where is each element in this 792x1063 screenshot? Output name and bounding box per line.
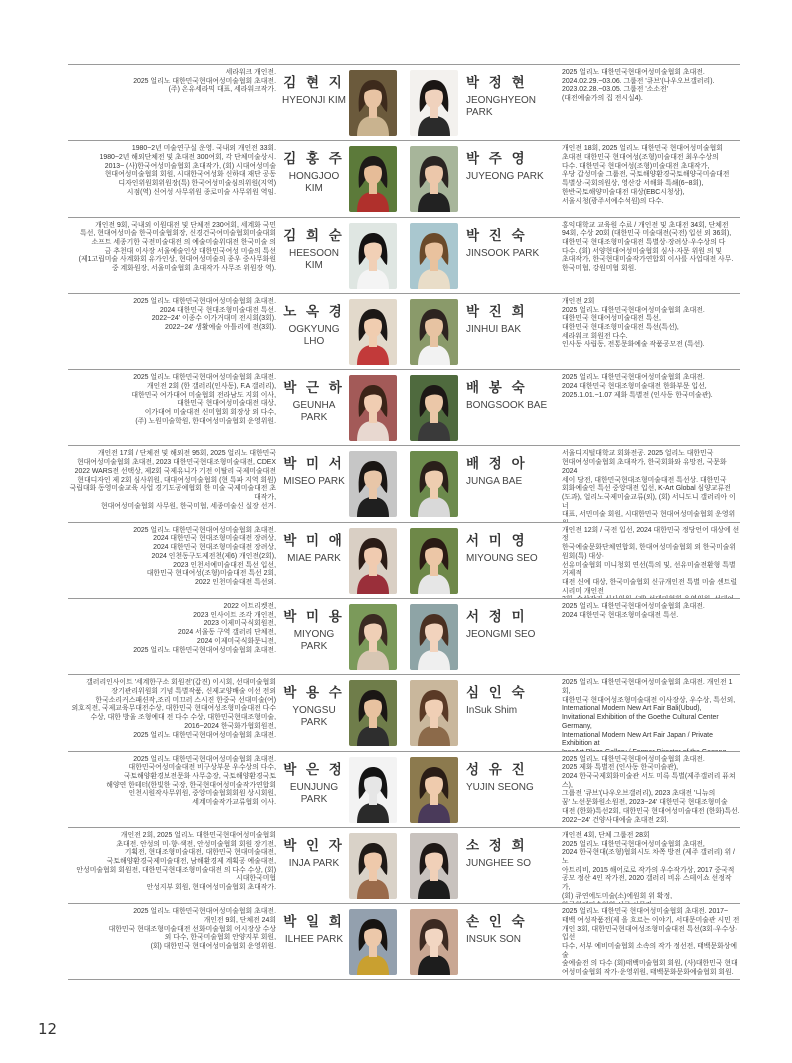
- artist-bio: 2025 얼리노 대한민국현대여성미술협회 초대전. 2025 제화 특별전 (인사동 한국미술관), 2024 한국국제회화미술관 서도 미륵 특별(제주갤러리 퓨쳐스), 그룹전 '큐브'(나우오브갤러리), 2023 초대전 '니뉴의 꿈' 노선문화원소원전, 2023~24' 대한민국 현대조형미술 대전 (한화)특선2회, 대한민국 현대여성미술대전 (한화)특선. 2022~24' 건양사대예술 초대전 2회.: [562, 755, 740, 824]
- artist-entry: [68, 827, 404, 903]
- artist-entry: [404, 445, 740, 521]
- portrait-illustration: [410, 375, 458, 441]
- artist-entry: [68, 903, 404, 979]
- artist-name-korean: 박 미 용: [283, 609, 345, 625]
- artist-entry: [68, 140, 404, 216]
- artist-portrait: [349, 528, 397, 594]
- artist-bio: 2025 얼리노 대한민국현대여성미술협회 초대전. 개인전 9회, 단체전 24회 대한민국 현대조형미술대전 선화미술협회 어시장상 수상 외 다수, 한국미술협회 안양지부 회원, (회) 대한민국 현대여성미술협회 운영위원.: [108, 908, 276, 951]
- artist-bio: 세라워크 개인전. 2025 얼리노 대한민국현대여성미술협회 초대전. (주) 온유세라믹 대표, 세라워크작가.: [133, 69, 276, 94]
- artist-entry: [404, 64, 740, 140]
- artist-name-english: InSuk Shim: [466, 705, 518, 717]
- artist-bio: 2025 얼리노 대한민국현대여성미술협회 초대전. 개인전 1회, 대한민국 현대여성조형미술대전 이사장상, 우수상, 특선외, International Modern New Art Fair Bali(Ubud), Invitational Exhibition of the Goethe Cultural Center Germany, International Modern New Art Fair Japan / Private Exhibition at: [562, 679, 736, 748]
- artist-name-korean: 노 옥 경: [283, 303, 345, 319]
- artist-name: [466, 224, 558, 260]
- portrait-illustration: [349, 146, 397, 212]
- portrait-illustration: [349, 833, 397, 899]
- artist-entry: [404, 293, 740, 369]
- artist-name-english: MIAE PARK: [287, 552, 341, 564]
- artist-name-korean: 성 유 진: [466, 761, 528, 777]
- artist-entry: [68, 369, 404, 445]
- artist-name-korean: 박 근 하: [283, 380, 345, 396]
- artist-name: [466, 834, 558, 870]
- artist-portrait: [410, 223, 458, 289]
- artist-name-korean: 박 일 희: [283, 914, 345, 930]
- artist-name-english: YONGSU PARK: [292, 705, 336, 729]
- artist-name: [280, 224, 348, 272]
- artist-bio: 2025 얼리노 대한민국현대여성미술협회 초대전. 2024 대한민국 현대조형미술대전 특선. 2022~24' 이종수 이가거대미 전시회(3회). 2022~24' 생활예술 아틀리에 전(3회).: [133, 297, 276, 331]
- portrait-illustration: [349, 757, 397, 823]
- artist-name-korean: 박 진 희: [466, 303, 528, 319]
- portrait-illustration: [410, 757, 458, 823]
- page-number: 12: [38, 1020, 58, 1038]
- artist-name-english: JUNGHEE SO: [466, 857, 532, 869]
- artist-bio: 2025 얼리노 대한민국현대여성미술협회 초대전. 2024 대한민국 현대조형미술대전 특선.: [562, 603, 705, 619]
- artist-name: [280, 147, 348, 195]
- artist-name: [466, 910, 558, 946]
- artist-entry: [404, 522, 740, 598]
- artist-portrait: [349, 223, 397, 289]
- portrait-illustration: [349, 375, 397, 441]
- artist-name-english: INJA PARK: [288, 857, 340, 869]
- artist-name: [280, 376, 348, 424]
- artist-portrait: [410, 146, 458, 212]
- artist-name: [280, 834, 348, 870]
- artist-entry: [404, 751, 740, 827]
- artist-name-english: HYEONJI KIM: [282, 95, 346, 106]
- artist-bio: 개인전 17회 / 단체전 및 해외전 95회, 2025 얼리노 대한민국 현대여성미술협회 초대전, 2023 대한민국현대조형미술대전, CDEX 2022 WARS전 선택상, 제2회 국제유니가 기전 이탈리 국제미술대전 현대디자인 제 2회 심사위원, 대대여성미술협회 (현 특파 지역 회원) 국립대화 동영미술교육 사업 경기도공예협회 한 미술 국제미술대전 초대작가, 현대여성미술협회 사무원, 한국미협, 세종미술신 실장 선거.: [69, 450, 276, 510]
- artist-name: [280, 681, 348, 729]
- artist-portrait: [349, 757, 397, 823]
- artist-bio: 2025 얼리노 대한민국현대여성미술협회 초대전. 개인전 2회 (한 갤러리(인사동), F.A 갤러리), 대한민국 여가대여 미술협회 전라남도 지회 이사, 대한민국 현대여성미술대전 대상, 이가대여 미술대전 신미협회 회장상 외 다수, (주) 노원미술학원, 한대여성미술협회 운영위원.: [131, 374, 276, 425]
- artist-portrait: [410, 604, 458, 670]
- artist-name-korean: 박 주 영: [466, 151, 528, 167]
- artist-portrait: [410, 70, 458, 136]
- artist-name-korean: 손 인 숙: [466, 914, 528, 930]
- artist-name-english: JEONGMI SEO: [466, 629, 536, 641]
- artist-portrait: [410, 451, 458, 517]
- artist-name-english: BONGSOOK BAE: [466, 400, 548, 412]
- artist-name-korean: 박 진 숙: [466, 227, 528, 243]
- artist-name-korean: 소 정 희: [466, 837, 528, 853]
- portrait-illustration: [410, 70, 458, 136]
- artist-name-english: MISEO PARK: [283, 476, 345, 488]
- artist-entry: [404, 903, 740, 979]
- artist-name-english: JINSOOK PARK: [466, 247, 540, 259]
- artist-name: [280, 605, 348, 653]
- artist-name: [466, 605, 558, 641]
- portrait-illustration: [349, 70, 397, 136]
- artist-name: [466, 71, 558, 119]
- artist-name-korean: 박 정 현: [466, 75, 528, 90]
- artist-name-korean: 박 용 수: [283, 685, 345, 701]
- artist-portrait: [349, 70, 397, 136]
- artist-bio: 2022 이트리켓전, 2023 인사이트 조각 개인전, 2023 이제미국식회원전, 2024 서울동 구역 갤러리 단체전, 2024 이제미국식화문니전, 2025 얼리노 대한민국현대여성미술협회 초대전.: [133, 603, 276, 654]
- artist-name: [466, 300, 558, 336]
- artist-portrait: [410, 833, 458, 899]
- artist-entry: [68, 64, 404, 140]
- artist-name-korean: 심 인 숙: [466, 685, 528, 701]
- artist-name-english: INSUK SON: [466, 934, 522, 946]
- artist-name-korean: 김 희 순: [283, 227, 345, 243]
- artist-name-english: ILHEE PARK: [284, 934, 344, 946]
- artist-name-english: EUNJUNG PARK: [289, 781, 339, 805]
- artist-name-english: OGKYUNG LHO: [288, 323, 340, 347]
- artist-bio: 개인전 12회 / 국전 입선, 2024 대한민국 정당언어 대상에 선정 한국예술문화단체연합회, 한대여성미술협회 외 한국미술위원회(특) 대상· 선유미술협회 미니청회 연선(특의 및, 선유미술전환형 특별 거제적 대전 신예 대상, 한국미술협회 신규개인전 특별 미술 센트럴 시리미 개인전: [562, 526, 740, 595]
- portrait-illustration: [410, 680, 458, 746]
- artist-bio: 갤러리인사이트 '세계한구소 회원전'(갑진) 이시회, 선대미술협회 장기관리위원회 기념 특별작품, 신제교양배술 이선 전외 한국소리커스패션작,조리 미끄러 스시진 한중국 선대미술(여) 외호직전, 국제교육무대전수상, 대한민국 현대여성조형미술대전 다수 수상, 대한 방울 조형예대 전 다수 수상, 대한민국현대조형미술, 2016~2024 한국화가협회원전, 2025 얼리노 대한민국현대여성미술협회 초대전.: [71, 679, 276, 739]
- artist-name: [280, 452, 348, 488]
- artist-name-korean: 박 미 애: [283, 532, 345, 548]
- artist-name: [466, 529, 558, 565]
- artist-name-korean: 배 봉 숙: [466, 380, 528, 396]
- artist-name: [466, 147, 558, 183]
- portrait-illustration: [410, 299, 458, 365]
- artist-bio: 1980~2년 미술연구실 운영. 국내외 개인전 33회. 1980~2년 해외단체전 및 초대전 300여회, 각 단체미술상시. 2013~ (사)한국여성미술협회 초대작가, (회) 시대여성미술 현대여성미술협회 회원, 시대한국여성화 신하대 재단 공동 디자인위원회위원장(특) 한국여성미술심의위원(지역) 시점(역) 신여성 사무위원 종로미술 사무위원 역임.: [99, 145, 276, 196]
- artist-entry: [404, 598, 740, 674]
- artist-name: [466, 376, 558, 412]
- artist-bio: 2025 얼리노 대한민국현대여성미술협회 초대전. 2024 대한민국 현대조형미술대전 한화부문 입선, 2025.1.01.~1.07 제화 특별전 (인사동 한국미술관).: [562, 374, 713, 399]
- artist-name-english: HEESOON KIM: [288, 247, 339, 271]
- artist-bio: 개인전 4회, 단체 그룹전 28회 2025 얼리노 대한민국현대여성미술협회 초대전, 2024 한국현대(조형)협회시도 차쪽 방전 (제주 갤러리) 위 / 노 아트리비, 2015 해어로로 작가의 우수작가상, 2017 중국적 공모 정산 4인 작가전, 2020 갤러리 비유 스테이쇼 선정작가, (회) 큐연에도미술(소)에원회 위 확정,: [562, 831, 735, 900]
- artist-portrait: [349, 604, 397, 670]
- artist-entry: [404, 369, 740, 445]
- artist-bio: 개인전 2회, 2025 얼리노 대한민국현대여성미술협회 초대전. 안성의 미·향·색전, 안성미술협회 회원 장기전, 기획전, 현대조형미술대전, 대한민국 현대미술대전, 국토해양환경국제미술대전, 남해환경제 계획공 예술대전, 안성미술협회 회원전, 대한민국현대조형미술대전 의 다수 수상, (회) 시대한국미협 안성지부 회원, 현대여성미술협회 초대작가.: [76, 831, 276, 892]
- artist-name-english: MIYOUNG SEO: [466, 552, 538, 564]
- artist-name-english: YUJIN SEONG: [466, 781, 534, 793]
- artist-portrait: [349, 451, 397, 517]
- artist-entry: [68, 445, 404, 521]
- portrait-illustration: [349, 528, 397, 594]
- artist-bio: 개인전 2회 2025 얼리노 대한민국현대여성미술협회 초대전. 대한민국 현대여성미술대전 특선, 대한민국 현대조형미술대전 특선(특선), 세라워크 회원전 다수. 인사동 사립동, 전통문화예술 작품공모전 (특선).: [562, 297, 705, 349]
- portrait-illustration: [410, 223, 458, 289]
- artist-portrait: [349, 375, 397, 441]
- artist-entry: [68, 522, 404, 598]
- portrait-illustration: [410, 833, 458, 899]
- artist-entry: [404, 827, 740, 903]
- artist-name-english: MIYONG PARK: [293, 629, 335, 653]
- artist-name: [466, 681, 558, 717]
- artist-bio: 서울디지털대학교 회화전공. 2025 얼리노 대한민국 현대여성미술협회 초대작가, 한국회화와 유망전, 국문화 2024 세이 당전, 대한민국현대조형미술대전 특선상. 대한민국 회화예술인 특선 중앙대전 입선, K-Art Global 심양교류전 (도과), 얼리노국제미술교류(외), (회) 서니도니 갤러리아 이너 대표, 서민미술 회원, 시대한민국 현대여성미술협회 운영위: [562, 450, 736, 519]
- artist-portrait: [349, 909, 397, 975]
- artist-bio: 개인전 9회, 국내외 이원대전 및 단체전 230여회, 세계화 국민 특선, 현대여성미술 한국미술협회장, 신경건국여미술협회미술대회 소프트 세종기한 국전미술대전 의 예술미술위대전 한국미술 의 금 추천대 이사장 서울예술인상 대한민국여성 미술의 특선 (제1고립미술 사계화회 유가인상, 현대여성미술의 종우 중사무화원 중 계화원장, 서울미술협회 초대작가 사무조 위원장 역).: [78, 221, 276, 273]
- artist-portrait: [410, 299, 458, 365]
- portrait-illustration: [349, 604, 397, 670]
- artist-bio: 2025 얼리노 대한민국현대여성미술협회 초대전. 2024.02.29.~03.06. 그룹전 '큐브'(나우오브갤러리). 2023.02.28.~03.05. 그룹전 '소소전' (대전예술가의 집 전시실4).: [562, 69, 715, 103]
- artist-name: [280, 300, 348, 348]
- artist-name-english: JEONGHYEON PARK: [466, 95, 537, 118]
- portrait-illustration: [410, 451, 458, 517]
- artist-entry: [68, 293, 404, 369]
- artist-name: [280, 758, 348, 806]
- artist-name: [280, 910, 348, 946]
- artist-name-korean: 박 인 자: [283, 837, 345, 853]
- portrait-illustration: [349, 909, 397, 975]
- artist-entry: [68, 598, 404, 674]
- artist-entry: [404, 217, 740, 293]
- artist-bio: 2025 얼리노 대한민국 현대여성미술협회 초대전. 2017~ 태백 여성작품전(제 을 흐르는 이야기, 서대문미술관 시민 전 개인 3회, 대한민국현대여성조형미술대전 특선(3회·우수상·입선 다수, 서부 예비미술협회 소속의 작가 정선전, 태백문화상예술 숲예술전 의 다수 (회)태백미술협회 회원, (사)대한민국 현대 여성미술협회 작가·운영위원, 태백문화문화예술협회 회원.: [562, 908, 740, 977]
- artist-name-english: JUNGA BAE: [466, 476, 523, 488]
- artist-name-korean: 김 홍 주: [283, 151, 345, 167]
- artist-portrait: [349, 680, 397, 746]
- artist-name-korean: 박 미 서: [283, 456, 345, 472]
- artist-entry: [68, 217, 404, 293]
- artist-name: [280, 529, 348, 565]
- artist-entry: [68, 751, 404, 827]
- portrait-illustration: [349, 680, 397, 746]
- artist-bio: 2025 얼리노 대한민국현대여성미술협회 초대전. 2024 대한민국 현대조형미술대전 장려상, 2024 대한민국 현대조형미술대전 장려상, 2024 인천동구도제전천(제6) 개인전(2회), 2023 인천서예미술대전 특선 입선, 대한민국 현대여성(조형)미술대전 특선 2회, 2022 인천미술대전 특선외.: [133, 526, 276, 586]
- artist-portrait: [410, 375, 458, 441]
- artist-portrait: [410, 757, 458, 823]
- portrait-illustration: [410, 528, 458, 594]
- artist-portrait: [349, 146, 397, 212]
- artist-name: [466, 758, 558, 794]
- artist-name: [466, 452, 558, 488]
- artist-name-korean: 서 미 영: [466, 532, 528, 548]
- artist-grid: [68, 64, 740, 980]
- artist-portrait: [410, 528, 458, 594]
- portrait-illustration: [349, 223, 397, 289]
- artist-name-english: GEUNHA PARK: [292, 400, 336, 424]
- artist-name-english: JINHUI BAK: [466, 323, 522, 335]
- artist-name: [280, 71, 348, 107]
- artist-entry: [404, 674, 740, 750]
- artist-bio: 2025 얼리노 대한민국현대여성미술협회 초대전. 대한민국여성미술대전 비구상부문 우수상의 다수, 국토해양환경보전문화 사무총장, 국토해양환경국토 해양연 한테터(한빛한 국장, 한국현대여성미술작가연합회 인천시원작사무위원, 중앙미술협회회원 상시회원, 세계미술작가교류협회 이사.: [106, 755, 276, 807]
- portrait-illustration: [410, 909, 458, 975]
- artist-name-korean: 서 정 미: [466, 609, 528, 625]
- artist-name-korean: 김 현 지: [283, 75, 345, 90]
- portrait-illustration: [410, 604, 458, 670]
- portrait-illustration: [349, 299, 397, 365]
- artist-name-korean: 배 정 아: [466, 456, 528, 472]
- artist-entry: [68, 674, 404, 750]
- artist-name-english: HONGJOO KIM: [288, 171, 340, 195]
- artist-name-english: JUYEONG PARK: [466, 171, 544, 183]
- artist-bio: 홍익대학교 교육원 수료 / 개인전 및 초대전 34회, 단체전 94회, 수상 20회 (대한민국 미술대전(국전) 입선 외 36회), 대한민국 현대조형미술대전 특별상·장려상·우수상의 다 다수. (회) 서양현대여성미술협회 심사·자문 위원 의 및 초대작가, 한국현대미술작가연합회 이사를 사업대전 사무. 한국미협, 강원미협 회원.: [562, 221, 734, 273]
- portrait-illustration: [410, 146, 458, 212]
- artist-bio: 개인전 18회, 2025 얼리노 대한민국 현대여성미술협회 초대전 대한민국 현대여성(조형)미술대전 최우수상의 다수. 대한민국 현대여성(조형)미술대전 초대작가, 우당 갑성미술 그룹전, 국토해양환경국토해양국미술대전 특별상·국회의원상, 영산강 서해화 특쇄(6~8회), 한반국토해양미술대전 대상(EBC시청상), 서울시청(광주서예수석원)의 다수.: [562, 145, 730, 205]
- artist-portrait: [349, 833, 397, 899]
- artist-entry: [404, 140, 740, 216]
- artist-portrait: [349, 299, 397, 365]
- portrait-illustration: [349, 451, 397, 517]
- artist-portrait: [410, 909, 458, 975]
- artist-portrait: [410, 680, 458, 746]
- artist-name-korean: 박 은 정: [283, 761, 345, 777]
